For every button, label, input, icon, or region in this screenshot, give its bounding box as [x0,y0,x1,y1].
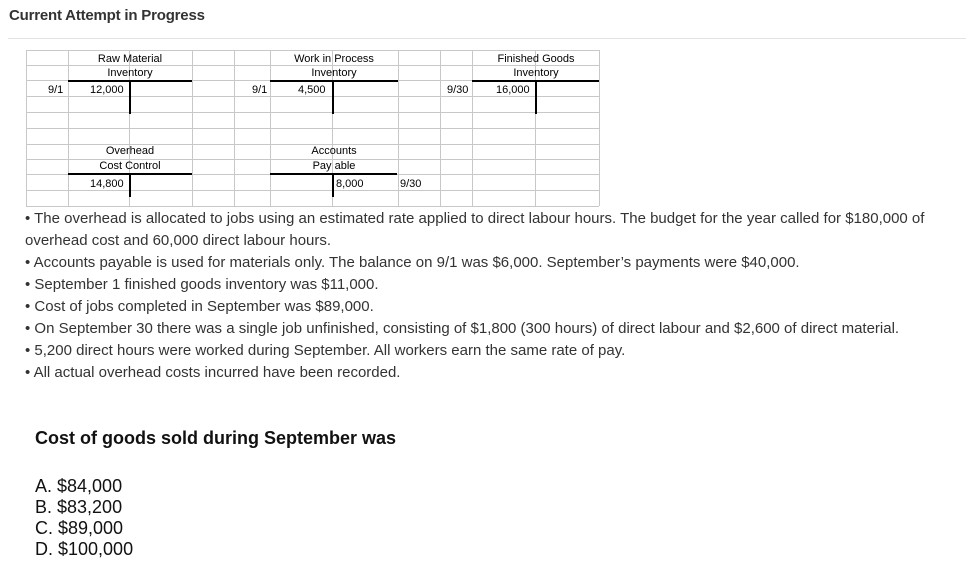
overhead-subtitle: Cost Control [99,160,161,172]
finished-goods-subtitle: Inventory [513,67,559,79]
t-account-spreadsheet [26,50,599,206]
raw-material-subtitle: Inventory [107,67,153,79]
problem-facts-list [25,208,955,384]
finished-goods-debit: 16,000 [496,84,530,96]
raw-material-date: 9/1 [48,84,64,96]
grid-row-line [26,112,599,113]
payable-subtitle: Pay able [312,160,356,172]
wip-debit: 4,500 [298,84,326,96]
fact-item: • The overhead is allocated to jobs using an estimated rate applied to direct labour hours. The budget for the year called for $180,000 of overhead cost and 60,000 direct labour hours. [25,210,925,249]
fact-item: • September 1 finished goods inventory was $11,000. [25,276,379,293]
overhead-t-stem [129,173,131,197]
answer-options [35,476,133,560]
grid-row-line [26,206,599,207]
raw-material-debit: 12,000 [90,84,124,96]
option-c[interactable]: C. $89,000 [35,518,124,538]
grid-row-line [26,128,599,129]
fact-item: • On September 30 there was a single job unfinished, consisting of $1,800 (300 hours) of direct labour and $2,600 of direct material. [25,320,900,337]
payable-date: 9/30 [400,178,422,190]
overhead-title: Overhead [105,145,155,157]
overhead-debit: 14,800 [90,178,124,190]
raw-material-t-stem [129,80,131,114]
page-title: Current Attempt in Progress [9,7,205,24]
wip-title: Work in Process [294,53,374,65]
header-divider [8,38,966,39]
payable-t-stem [332,173,334,197]
option-b[interactable]: B. $83,200 [35,497,123,517]
fact-item: • Cost of jobs completed in September was $89,000. [25,298,374,315]
fact-item: • All actual overhead costs incurred have been recorded. [25,364,401,381]
payable-title: Accounts [311,145,357,157]
fact-item: • Accounts payable is used for materials only. The balance on 9/1 was $6,000. September’s payments were $40,000. [25,254,800,271]
option-d[interactable]: D. $100,000 [35,539,134,559]
wip-subtitle: Inventory [311,67,357,79]
option-a[interactable]: A. $84,000 [35,476,123,496]
wip-t-stem [332,80,334,114]
finished-goods-title: Finished Goods [497,53,575,65]
grid-row-line [26,50,599,51]
raw-material-title: Raw Material [97,53,163,65]
finished-goods-t-stem [535,80,537,114]
wip-date: 9/1 [252,84,268,96]
wip-t-bar [270,80,398,82]
payable-credit: 8,000 [336,178,364,190]
finished-goods-date: 9/30 [447,84,469,96]
fact-item: • 5,200 direct hours were worked during September. All workers earn the same rate of pay. [25,342,626,359]
question-text: Cost of goods sold during September was [35,428,397,448]
